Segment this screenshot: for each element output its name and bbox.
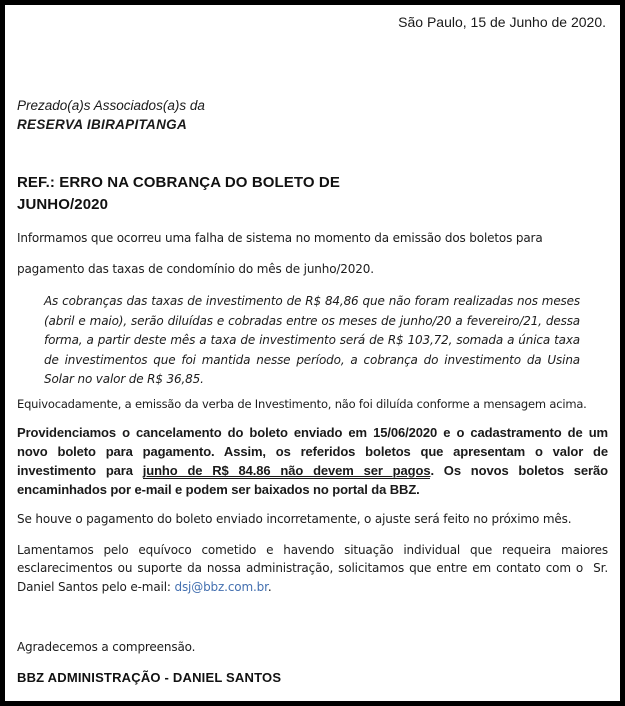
salutation-line: Prezado(a)s Associados(a)s da bbox=[17, 98, 205, 113]
error-statement-paragraph: Equivocadamente, a emissão da verba de Investimento, não foi diluída conforme a mensagem acima. bbox=[17, 396, 587, 411]
subject-heading bbox=[17, 172, 608, 216]
action-underlined-text: junho de R$ 84.86 não devem ser pagos bbox=[142, 462, 431, 478]
intro-paragraph-line-2: pagamento das taxas de condomínio do mês de junho/2020. bbox=[17, 262, 374, 276]
association-name: RESERVA IBIRAPITANGA bbox=[17, 117, 188, 132]
subject-line-2: JUNHO/2020 bbox=[17, 196, 109, 213]
apology-paragraph bbox=[17, 541, 612, 597]
adjustment-paragraph: Se houve o pagamento do boleto enviado incorretamente, o ajuste será feito no próximo mês. bbox=[17, 511, 572, 526]
closing-line: Agradecemos a compreensão. bbox=[17, 640, 196, 654]
salutation-block bbox=[17, 96, 608, 134]
apology-text-after: . bbox=[267, 579, 272, 594]
apology-text-before: Lamentamos pelo equívoco cometido e havendo situação individual que requeira maiores esclarecimentos ou suporte da nossa administração, solicitamos que entre em contato com o Sr. Daniel Santos pelo e-mail: bbox=[17, 542, 612, 594]
signature-line: BBZ ADMINISTRAÇÃO - DANIEL SANTOS bbox=[17, 670, 282, 685]
date-line: São Paulo, 15 de Junho de 2020. bbox=[398, 14, 606, 30]
subject-line-1: REF.: ERRO NA COBRANÇA DO BOLETO DE bbox=[17, 174, 340, 191]
action-text-after: . Os novos boletos serão encaminhados por e-mail e podem ser baixados no portal da BBZ. bbox=[17, 462, 608, 497]
email-link[interactable]: dsj@bbz.com.br bbox=[174, 579, 268, 594]
action-paragraph bbox=[17, 423, 608, 499]
quoted-explanation-paragraph: As cobranças das taxas de investimento de R$ 84,86 que não foram realizadas nos meses (abril e maio), serão diluídas e cobradas entre os meses de junho/20 a fevereiro/21, dessa forma, a partir deste mês a taxa de investimento será de R$ 103,72, somada a única taxa de investimentos que foi mantida nesse período, a cobrança do investimento da Usina Solar no valor de R$ 36,85. bbox=[44, 294, 580, 386]
intro-paragraph-line-1: Informamos que ocorreu uma falha de sistema no momento da emissão dos boletos para bbox=[17, 231, 543, 245]
action-text-before: Providenciamos o cancelamento do boleto enviado em 15/06/2020 e o cadastramento de um novo boleto para pagamento. Assim, os referidos boletos que apresentam o valor de investimento para bbox=[17, 424, 608, 478]
